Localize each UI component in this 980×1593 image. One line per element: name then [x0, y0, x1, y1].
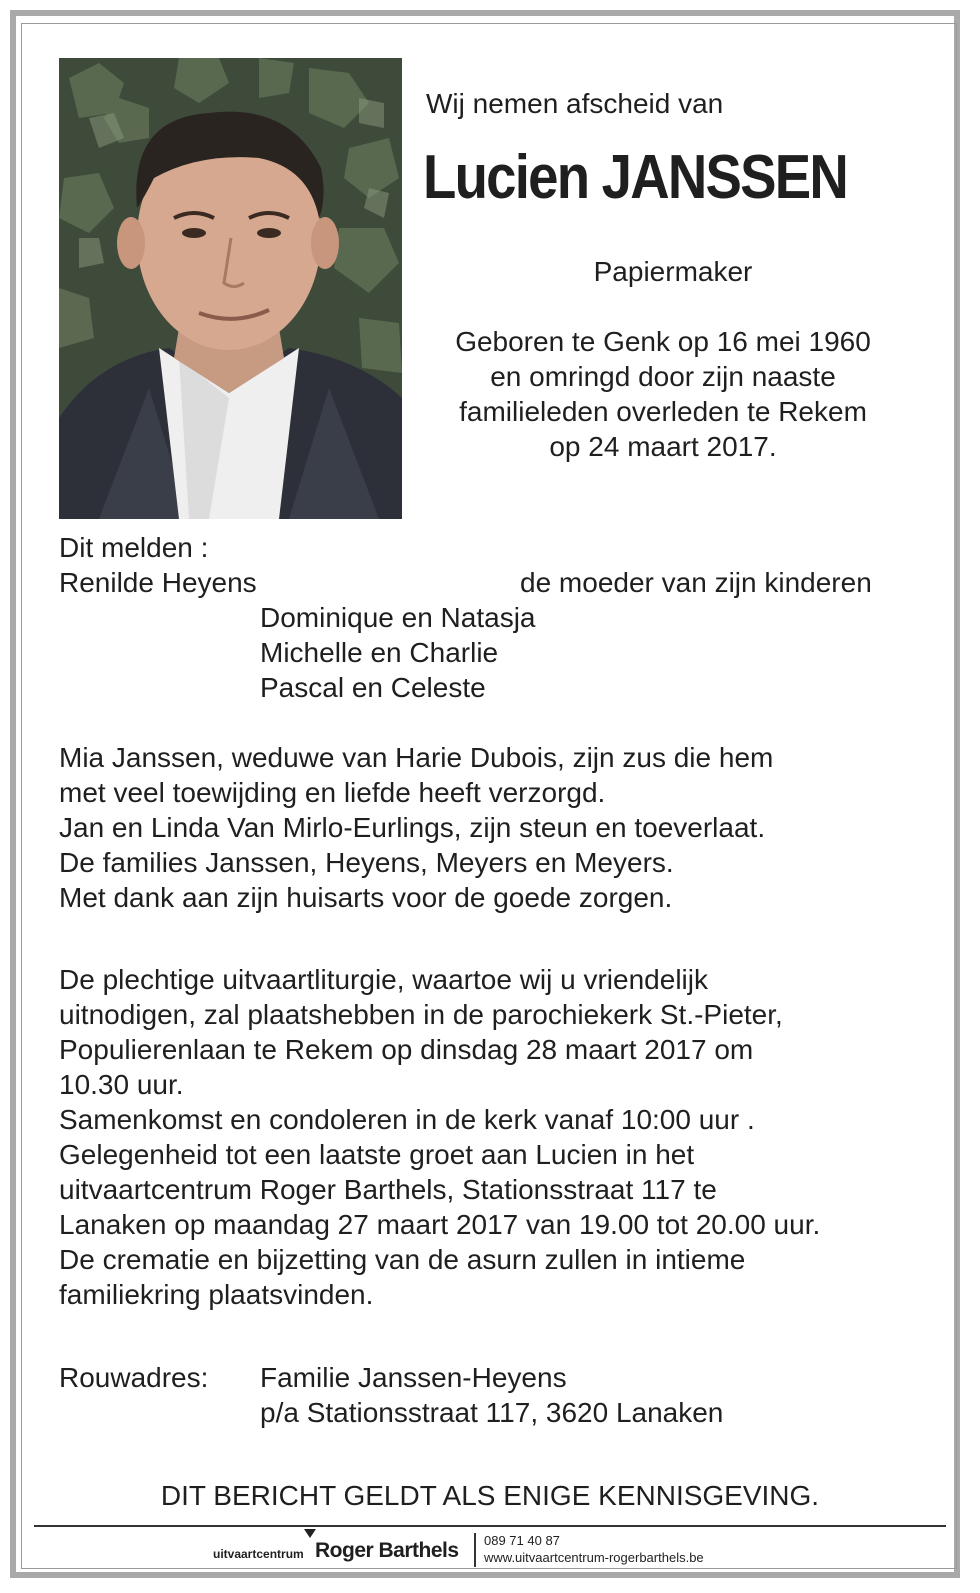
intro-text: Wij nemen afscheid van [426, 88, 724, 119]
children-line: Michelle en Charlie [260, 637, 499, 668]
ceremony-line: 10.30 uur. [59, 1069, 184, 1100]
ceremony-line: Populierenlaan te Rekem op dinsdag 28 maart 2017 om [59, 1034, 754, 1065]
life-line: familieleden overleden te Rekem [459, 396, 867, 427]
footer [0, 1529, 980, 1569]
mother-name: Renilde Heyens [59, 567, 257, 598]
ceremony-paragraph [59, 962, 820, 1312]
ceremony-line: uitnodigen, zal plaatshebben in de parochiekerk St.-Pieter, [59, 999, 783, 1030]
portrait-illustration [59, 58, 402, 519]
ceremony-line: Lanaken op maandag 27 maart 2017 van 19.00 tot 20.00 uur. [59, 1209, 821, 1240]
brand-name: Roger Barthels [315, 1539, 459, 1562]
life-line: op 24 maart 2017. [549, 431, 777, 462]
thanks-line: De families Janssen, Heyens, Meyers en Meyers. [59, 847, 674, 878]
thanks-line: Jan en Linda Van Mirlo-Eurlings, zijn steun en toeverlaat. [59, 812, 766, 843]
children-line: Pascal en Celeste [260, 672, 486, 703]
life-details [420, 324, 906, 464]
brand-divider [474, 1533, 476, 1567]
life-line: en omringd door zijn naaste [490, 361, 836, 392]
ceremony-line: familiekring plaatsvinden. [59, 1279, 374, 1310]
ceremony-line: Gelegenheid tot een laatste groet aan Lucien in het [59, 1139, 695, 1170]
website-link[interactable]: www.uitvaartcentrum-rogerbarthels.be [484, 1550, 704, 1565]
thanks-paragraph [59, 740, 773, 915]
thanks-line: Met dank aan zijn huisarts voor de goede zorgen. [59, 882, 673, 913]
announce-label: Dit melden : [59, 532, 209, 563]
address-line: Familie Janssen-Heyens [260, 1362, 567, 1393]
triangle-icon [304, 1529, 316, 1538]
portrait-photo [59, 58, 402, 519]
ceremony-line: De plechtige uitvaartliturgie, waartoe wij u vriendelijk [59, 964, 708, 995]
thanks-line: Mia Janssen, weduwe van Harie Dubois, zijn zus die hem [59, 742, 774, 773]
ceremony-line: Samenkomst en condoleren in de kerk vanaf 10:00 uur . [59, 1104, 755, 1135]
ceremony-line: De crematie en bijzetting van de asurn zullen in intieme [59, 1244, 746, 1275]
phone-number: 089 71 40 87 [484, 1533, 560, 1548]
footer-divider [34, 1525, 946, 1527]
address-label: Rouwadres: [59, 1362, 209, 1393]
mother-role: de moeder van zijn kinderen [520, 567, 872, 598]
brand-small: uitvaartcentrum [213, 1547, 304, 1561]
deceased-name: Lucien JANSSEN [423, 143, 848, 212]
occupation: Papiermaker [593, 256, 753, 287]
life-line: Geboren te Genk op 16 mei 1960 [455, 326, 871, 357]
address-line: p/a Stationsstraat 117, 3620 Lanaken [260, 1397, 724, 1428]
ceremony-line: uitvaartcentrum Roger Barthels, Stationsstraat 117 te [59, 1174, 717, 1205]
notice-text: DIT BERICHT GELDT ALS ENIGE KENNISGEVING. [160, 1480, 820, 1511]
thanks-line: met veel toewijding en liefde heeft verzorgd. [59, 777, 606, 808]
children-line: Dominique en Natasja [260, 602, 536, 633]
